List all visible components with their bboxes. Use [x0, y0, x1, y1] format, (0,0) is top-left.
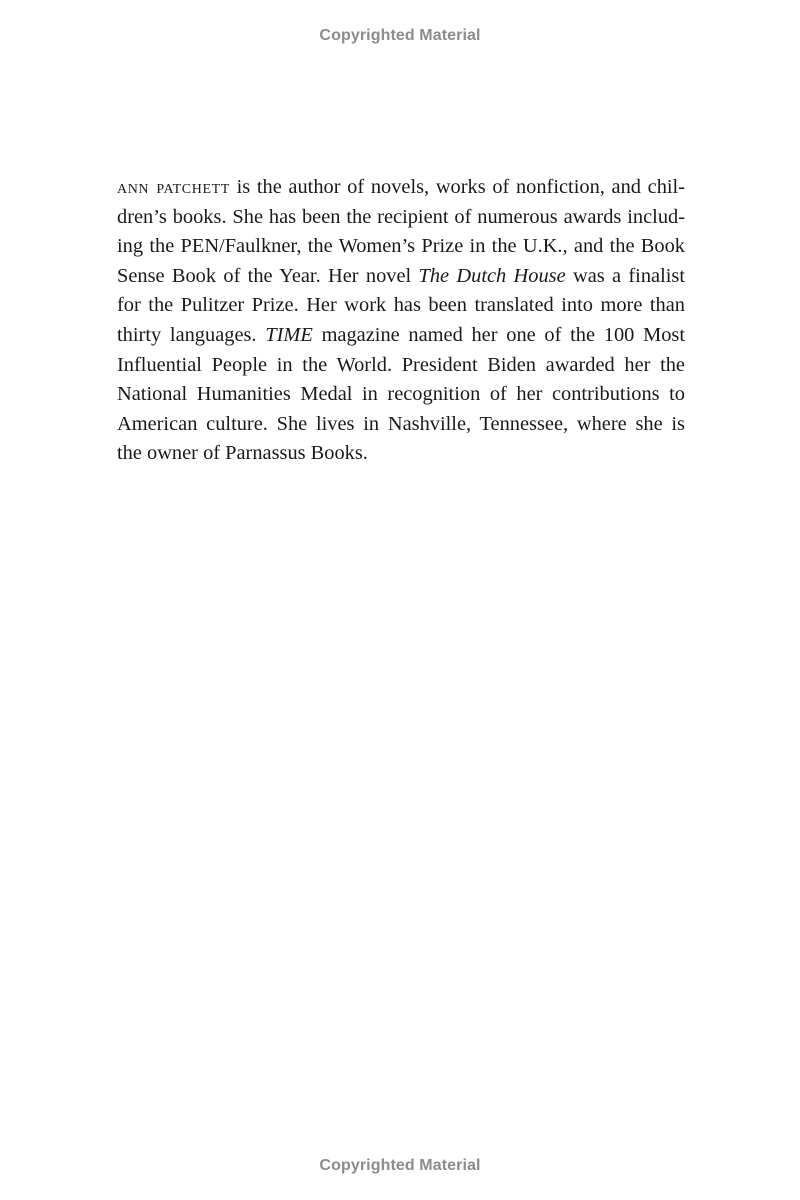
bio-line [117, 321, 685, 351]
bio-line: National Humanities Medal in recognition of her contributions to [117, 383, 685, 406]
bio-line: the owner of Parnassus Books. [117, 442, 368, 465]
novel-title: The Dutch House [418, 264, 566, 287]
bio-text: thirty languages. [117, 323, 266, 346]
copyright-watermark-top: Copyrighted Material [319, 27, 481, 44]
bio-line: for the Pulitzer Prize. Her work has been translated into more than [117, 294, 685, 317]
bio-text: magazine named her one of the 100 Most [312, 323, 685, 346]
bio-line: dren’s books. She has been the recipient of numerous awards includ- [117, 205, 685, 228]
magazine-title: TIME [265, 323, 313, 346]
author-bio [117, 173, 685, 469]
bio-line: Influential People in the World. President Biden awarded her the [117, 353, 685, 376]
bio-line: American culture. She lives in Nashville, Tennessee, where she is [117, 412, 685, 435]
copyright-watermark-bottom: Copyrighted Material [319, 1157, 481, 1174]
bio-line: ing the PEN/Faulkner, the Women’s Prize in the U.K., and the Book [117, 235, 685, 258]
bio-text: is the author of novels, works of nonfiction, and chil- [229, 176, 686, 198]
bio-line [117, 262, 685, 292]
bio-text: Sense Book of the Year. Her novel [117, 264, 419, 287]
bio-text: was a finalist [565, 264, 686, 287]
author-name: ann patchett [117, 176, 230, 198]
bio-line [117, 173, 685, 203]
